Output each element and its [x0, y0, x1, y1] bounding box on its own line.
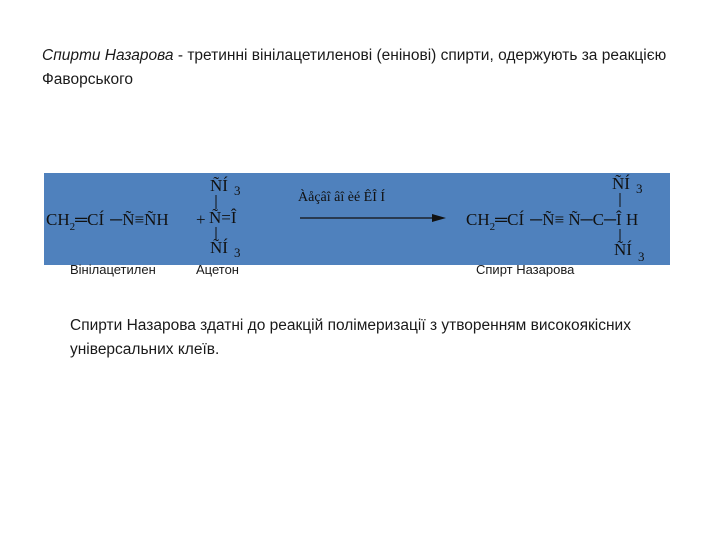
product-formula: $CH_2═CÍ$ ─Ñ≡ Ñ─C─Î H	[466, 210, 639, 233]
intro-lead: Спирти Назарова	[42, 47, 174, 64]
reactant-formula: $CH_2═CÍ$ ─Ñ≡ÑH	[46, 210, 169, 233]
arrow-label: Àåçâî âî èé ÊÎ Í	[298, 190, 386, 205]
product-methyl-bottom: ÑÍ $_3$	[614, 240, 645, 264]
acetone-methyl-bottom: ÑÍ $_3$	[210, 238, 241, 260]
outro-paragraph: Спирти Назарова здатні до реакцій полімеризації з утворенням високоякісних універсальних клеїв.	[70, 317, 631, 358]
intro-paragraph	[42, 44, 682, 92]
caption-vinylacetylene: Вінілацетилен	[70, 262, 156, 277]
reaction-svg	[44, 173, 670, 265]
caption-nazarov-alcohol: Спирт Назарова	[476, 262, 575, 277]
acetone-carbonyl: Ñ=Î	[209, 208, 237, 227]
plus-sign: +	[196, 210, 206, 229]
caption-acetone: Ацетон	[196, 262, 239, 277]
intro-rest: - третинні вінілацетиленові (енінові) спирти, одержують за реакцією Фаворського	[42, 47, 667, 88]
product-methyl-top: ÑÍ $_3$	[612, 174, 643, 196]
acetone-methyl-top: ÑÍ $_3$	[210, 176, 241, 198]
reaction-scheme	[44, 173, 670, 265]
